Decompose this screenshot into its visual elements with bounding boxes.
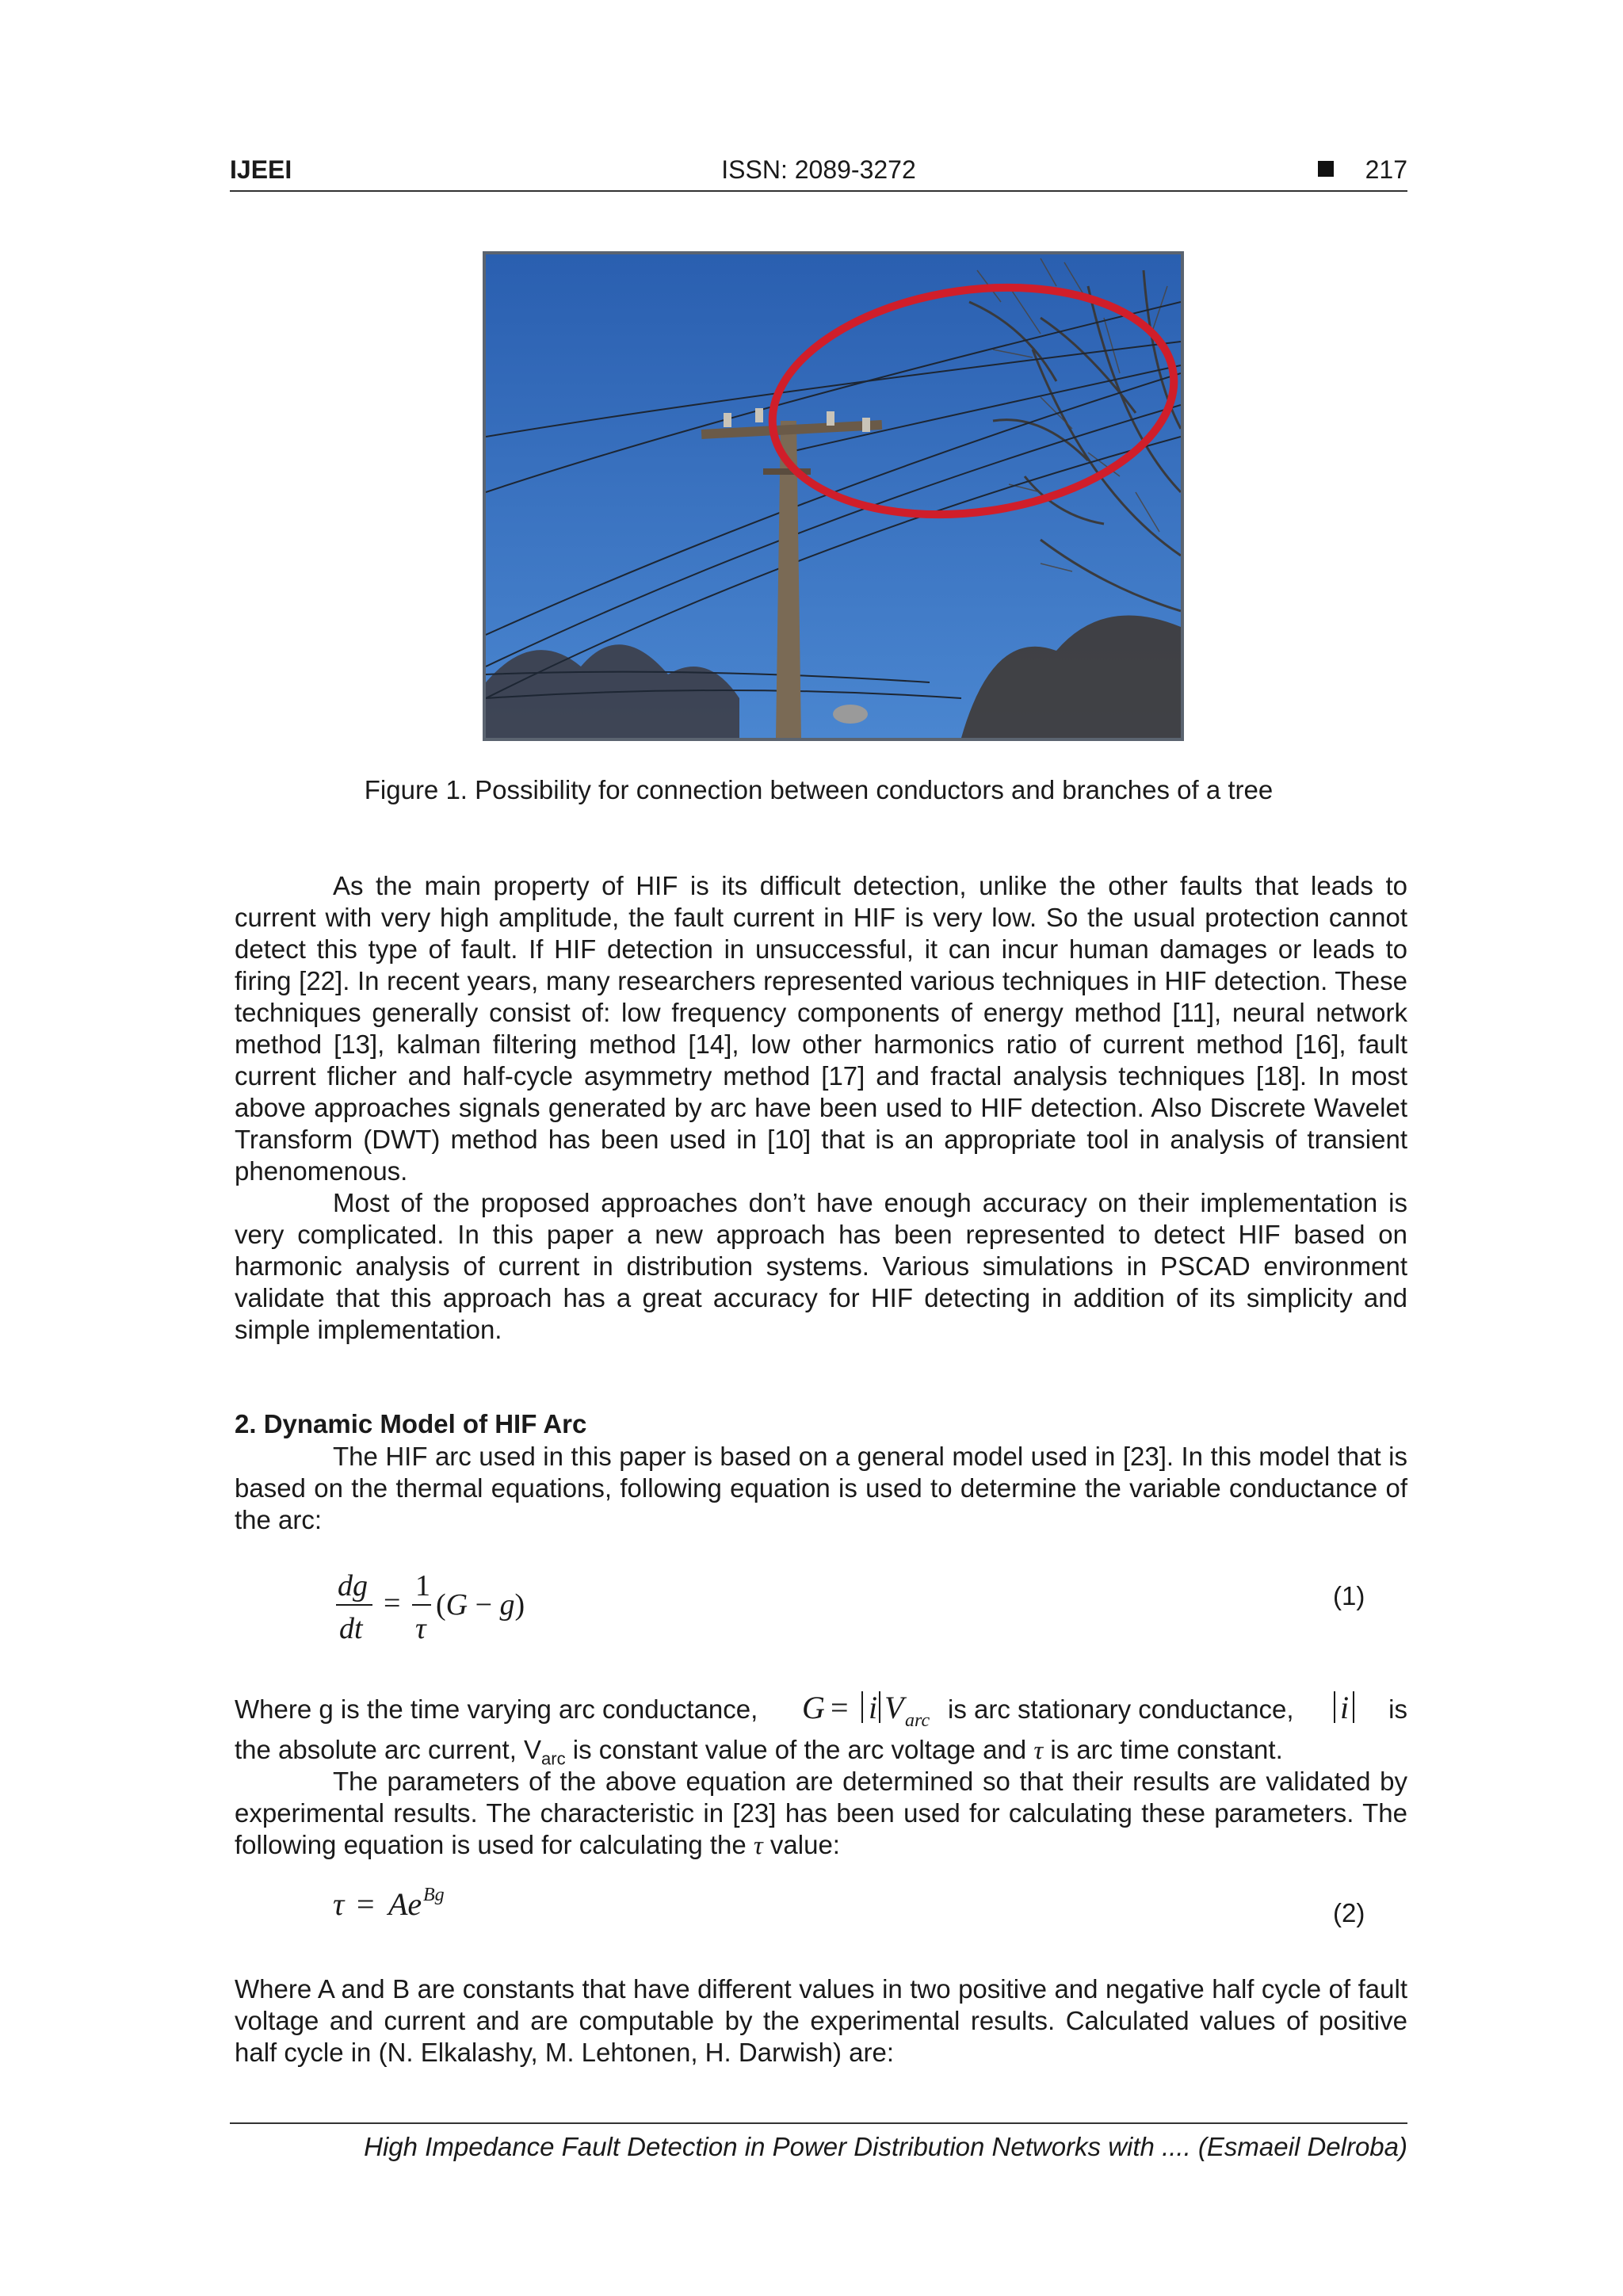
svg-text:G: G (802, 1690, 825, 1725)
section-2-paragraph-2 (235, 1766, 1407, 1862)
page-number-wrap (1318, 155, 1407, 185)
svg-text:τ: τ (415, 1612, 426, 1645)
equation-2-number: (2) (1333, 1898, 1365, 1927)
where-subscript: arc (541, 1748, 566, 1769)
where-text-f: is arc time constant. (1050, 1735, 1283, 1764)
abs-current-symbol (1330, 1687, 1361, 1734)
svg-text:Bg: Bg (423, 1885, 445, 1905)
issn: ISSN: 2089-3272 (721, 155, 916, 184)
where-text-d: the absolute arc current, V (235, 1735, 542, 1764)
stationary-conductance-formula (802, 1687, 937, 1734)
figure-caption: Figure 1. Possibility for connection between conductors and branches of a tree (364, 775, 1274, 804)
svg-text:=: = (831, 1690, 849, 1725)
svg-text:i: i (869, 1690, 878, 1725)
tau-symbol: τ (1033, 1736, 1044, 1765)
footer-rule (230, 2122, 1407, 2124)
equation-1-number: (1) (1333, 1581, 1365, 1610)
svg-text:=: = (357, 1886, 375, 1922)
svg-text:arc: arc (905, 1710, 930, 1728)
equation-2-formula (333, 1880, 491, 1927)
equation-2 (333, 1880, 491, 1927)
svg-text:i: i (1340, 1690, 1350, 1725)
svg-text:1: 1 (415, 1569, 430, 1603)
journal-name: IJEEI (230, 155, 292, 184)
equation-1 (333, 1565, 571, 1652)
section-2-paragraph-1: The HIF arc used in this paper is based on a general model used in [23]. In this model that is based on the thermal equations, following equation is used to determine the variable conductance of the arc: (235, 1442, 1407, 1534)
section-2-paragraph-3: Where A and B are constants that have different values in two positive and negative half cycle of fault voltage and current and are computable by the experimental results. Calculated values of positive half cycle in (N. Elkalashy, M. Lehtonen, H. Darwish) are: (235, 1974, 1407, 2067)
where-text-e: is constant value of the arc voltage and (572, 1735, 1027, 1764)
section-2-paragraph-2-end: value: (769, 1830, 840, 1859)
page-footer: High Impedance Fault Detection in Power Distribution Networks with .... (Esmaeil Delroba) (364, 2132, 1407, 2161)
square-bullet-icon (1318, 161, 1334, 177)
where-text-a: Where g is the time varying arc conductance, (235, 1694, 758, 1724)
paragraph-2: Most of the proposed approaches don’t have enough accuracy on their implementation is very complicated. In this paper a new approach has been represented to detect HIF based on harmonic analysis of current in distribution systems. Various simulations in PSCAD environment validate that this approach has a great accuracy for HIF detecting in addition of its simplicity and simple implementation. (235, 1188, 1407, 1344)
svg-text:Ae: Ae (388, 1886, 422, 1922)
equation-1-formula (333, 1565, 571, 1652)
svg-text:=: = (384, 1587, 401, 1620)
where-text-b: is arc stationary conductance, (948, 1694, 1294, 1724)
where-line-1 (235, 1687, 1407, 1726)
svg-text:(G − g): (G − g) (436, 1588, 525, 1622)
header-rule (230, 190, 1407, 192)
svg-text:V: V (884, 1690, 904, 1725)
section-heading: 2. Dynamic Model of HIF Arc (235, 1409, 587, 1438)
svg-text:dg: dg (338, 1569, 368, 1603)
utility-pole-illustration (486, 254, 1181, 738)
page-header (230, 155, 1407, 190)
page-number: 217 (1365, 155, 1407, 184)
tau-symbol-2: τ (753, 1832, 763, 1860)
figure-1-photo (483, 251, 1184, 741)
paragraph-1: As the main property of HIF is its difficult detection, unlike the other faults that leads to current with very high amplitude, the fault current in HIF is very low. So the usual protection cannot detect this type of fault. If HIF detection in unsuccessful, it can incur human damages or leads to firing [22]. In recent years, many researchers represented various techniques in HIF detection. These techniques generally consist of: low frequency components of energy method [11], neural network method [13], kalman filtering method [14], low other harmonics ratio of current method [16], fault current flicher and half-cycle asymmetry method [17] and fractal analysis techniques [18]. In most above approaches signals generated by arc have been used to HIF detection. Also Discrete Wavelet Transform (DWT) method has been used in [10] that is an appropriate tool in analysis of transient phenomenous. (235, 871, 1407, 1186)
svg-text:τ: τ (333, 1886, 345, 1922)
formula-G (802, 1687, 937, 1728)
section-2-paragraph-2-text: The parameters of the above equation are determined so that their results are validated by experimental results. The characteristic in [23] has been used for calculating these parameters. The following equation is used for calculating the (235, 1767, 1407, 1859)
formula-abs-i (1330, 1687, 1361, 1728)
where-text-c: is (1388, 1694, 1407, 1724)
svg-text:dt: dt (339, 1612, 363, 1645)
